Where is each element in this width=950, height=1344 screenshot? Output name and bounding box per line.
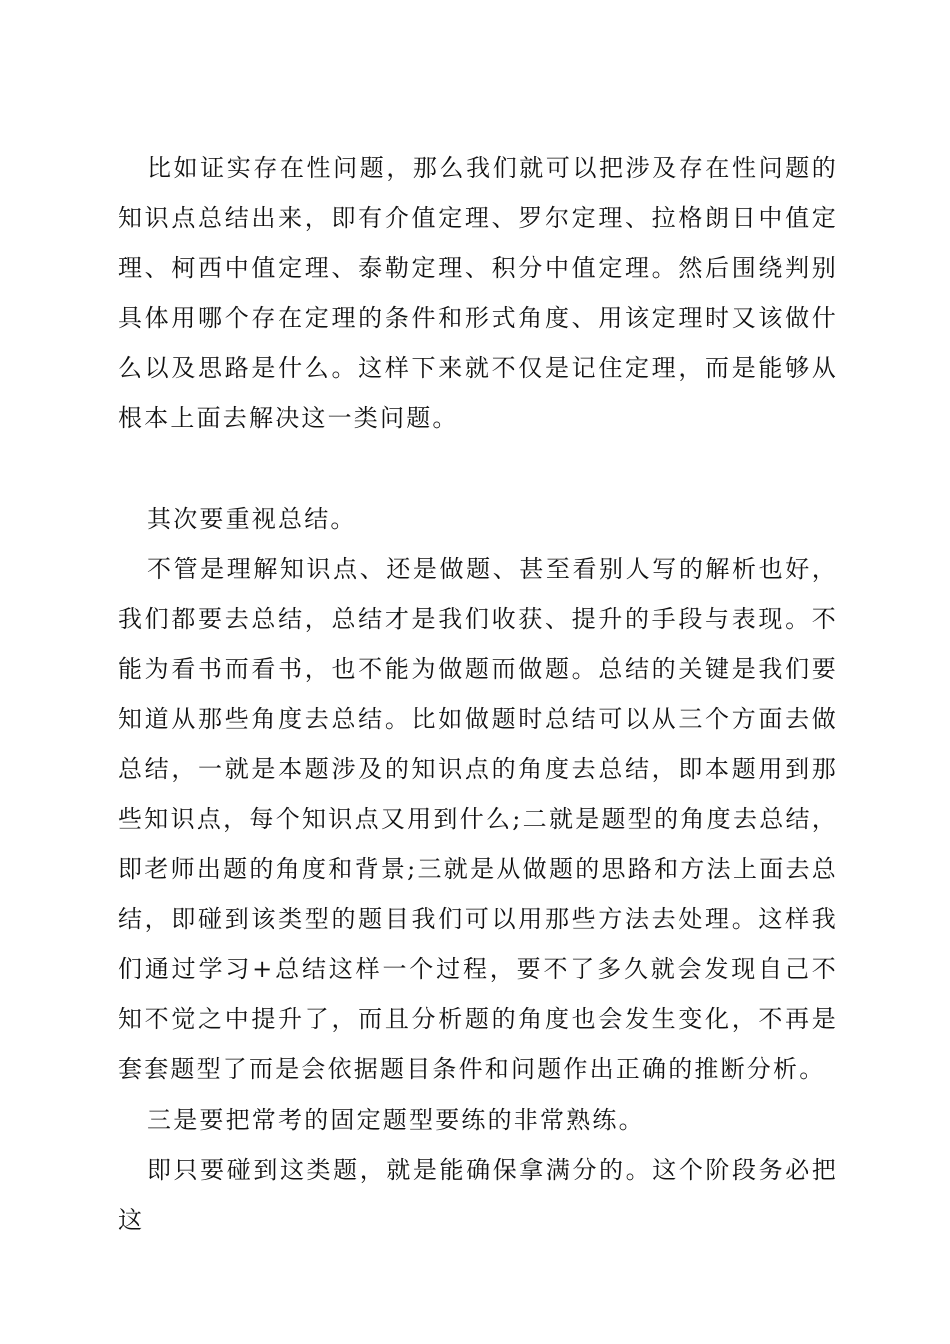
paragraph-full-marks: 即只要碰到这类题，就是能确保拿满分的。这个阶段务必把这 [118,1156,838,1234]
paragraph-heading-summarize: 其次要重视总结。 [147,505,357,533]
paragraph-summary-method: 不管是理解知识点、还是做题、甚至看别人写的解析也好，我们都要去总结，总结才是我们收获、提升的手段与表现。不能为看书而看书，也不能为做题而做题。总结的关键是我们要知道从那些角度去总结。比如做题时总结可以从三个方面去做总结，一就是本题涉及的知识点的角度去总结，即本题用到那些知识点，每个知识点又用到什么;二就是题型的角度去总结，即老师出题的角度和背景;三就是从做题的思路和方法上面去总结，即碰到该类型的题目我们可以用那些方法去处理。这样我们通过学习+总结这样一个过程，要不了多久就会发现自己不知不觉之中提升了，而且分析题的角度也会发生变化，不再是套套题型了而是会依据题目条件和问题作出正确的推断分析。 [118,555,838,1083]
paragraph-heading-practice: 三是要把常考的固定题型要练的非常熟练。 [147,1106,645,1134]
paragraph-existence-theorems: 比如证实存在性问题，那么我们就可以把涉及存在性问题的知识点总结出来，即有介值定理、罗尔定理、拉格朗日中值定理、柯西中值定理、泰勒定理、积分中值定理。然后围绕判别具体用哪个存在定理的条件和形式角度、用该定理时又该做什么以及思路是什么。这样下来就不仅是记住定理，而是能够从根本上面去解决这一类问题。 [118,154,838,432]
